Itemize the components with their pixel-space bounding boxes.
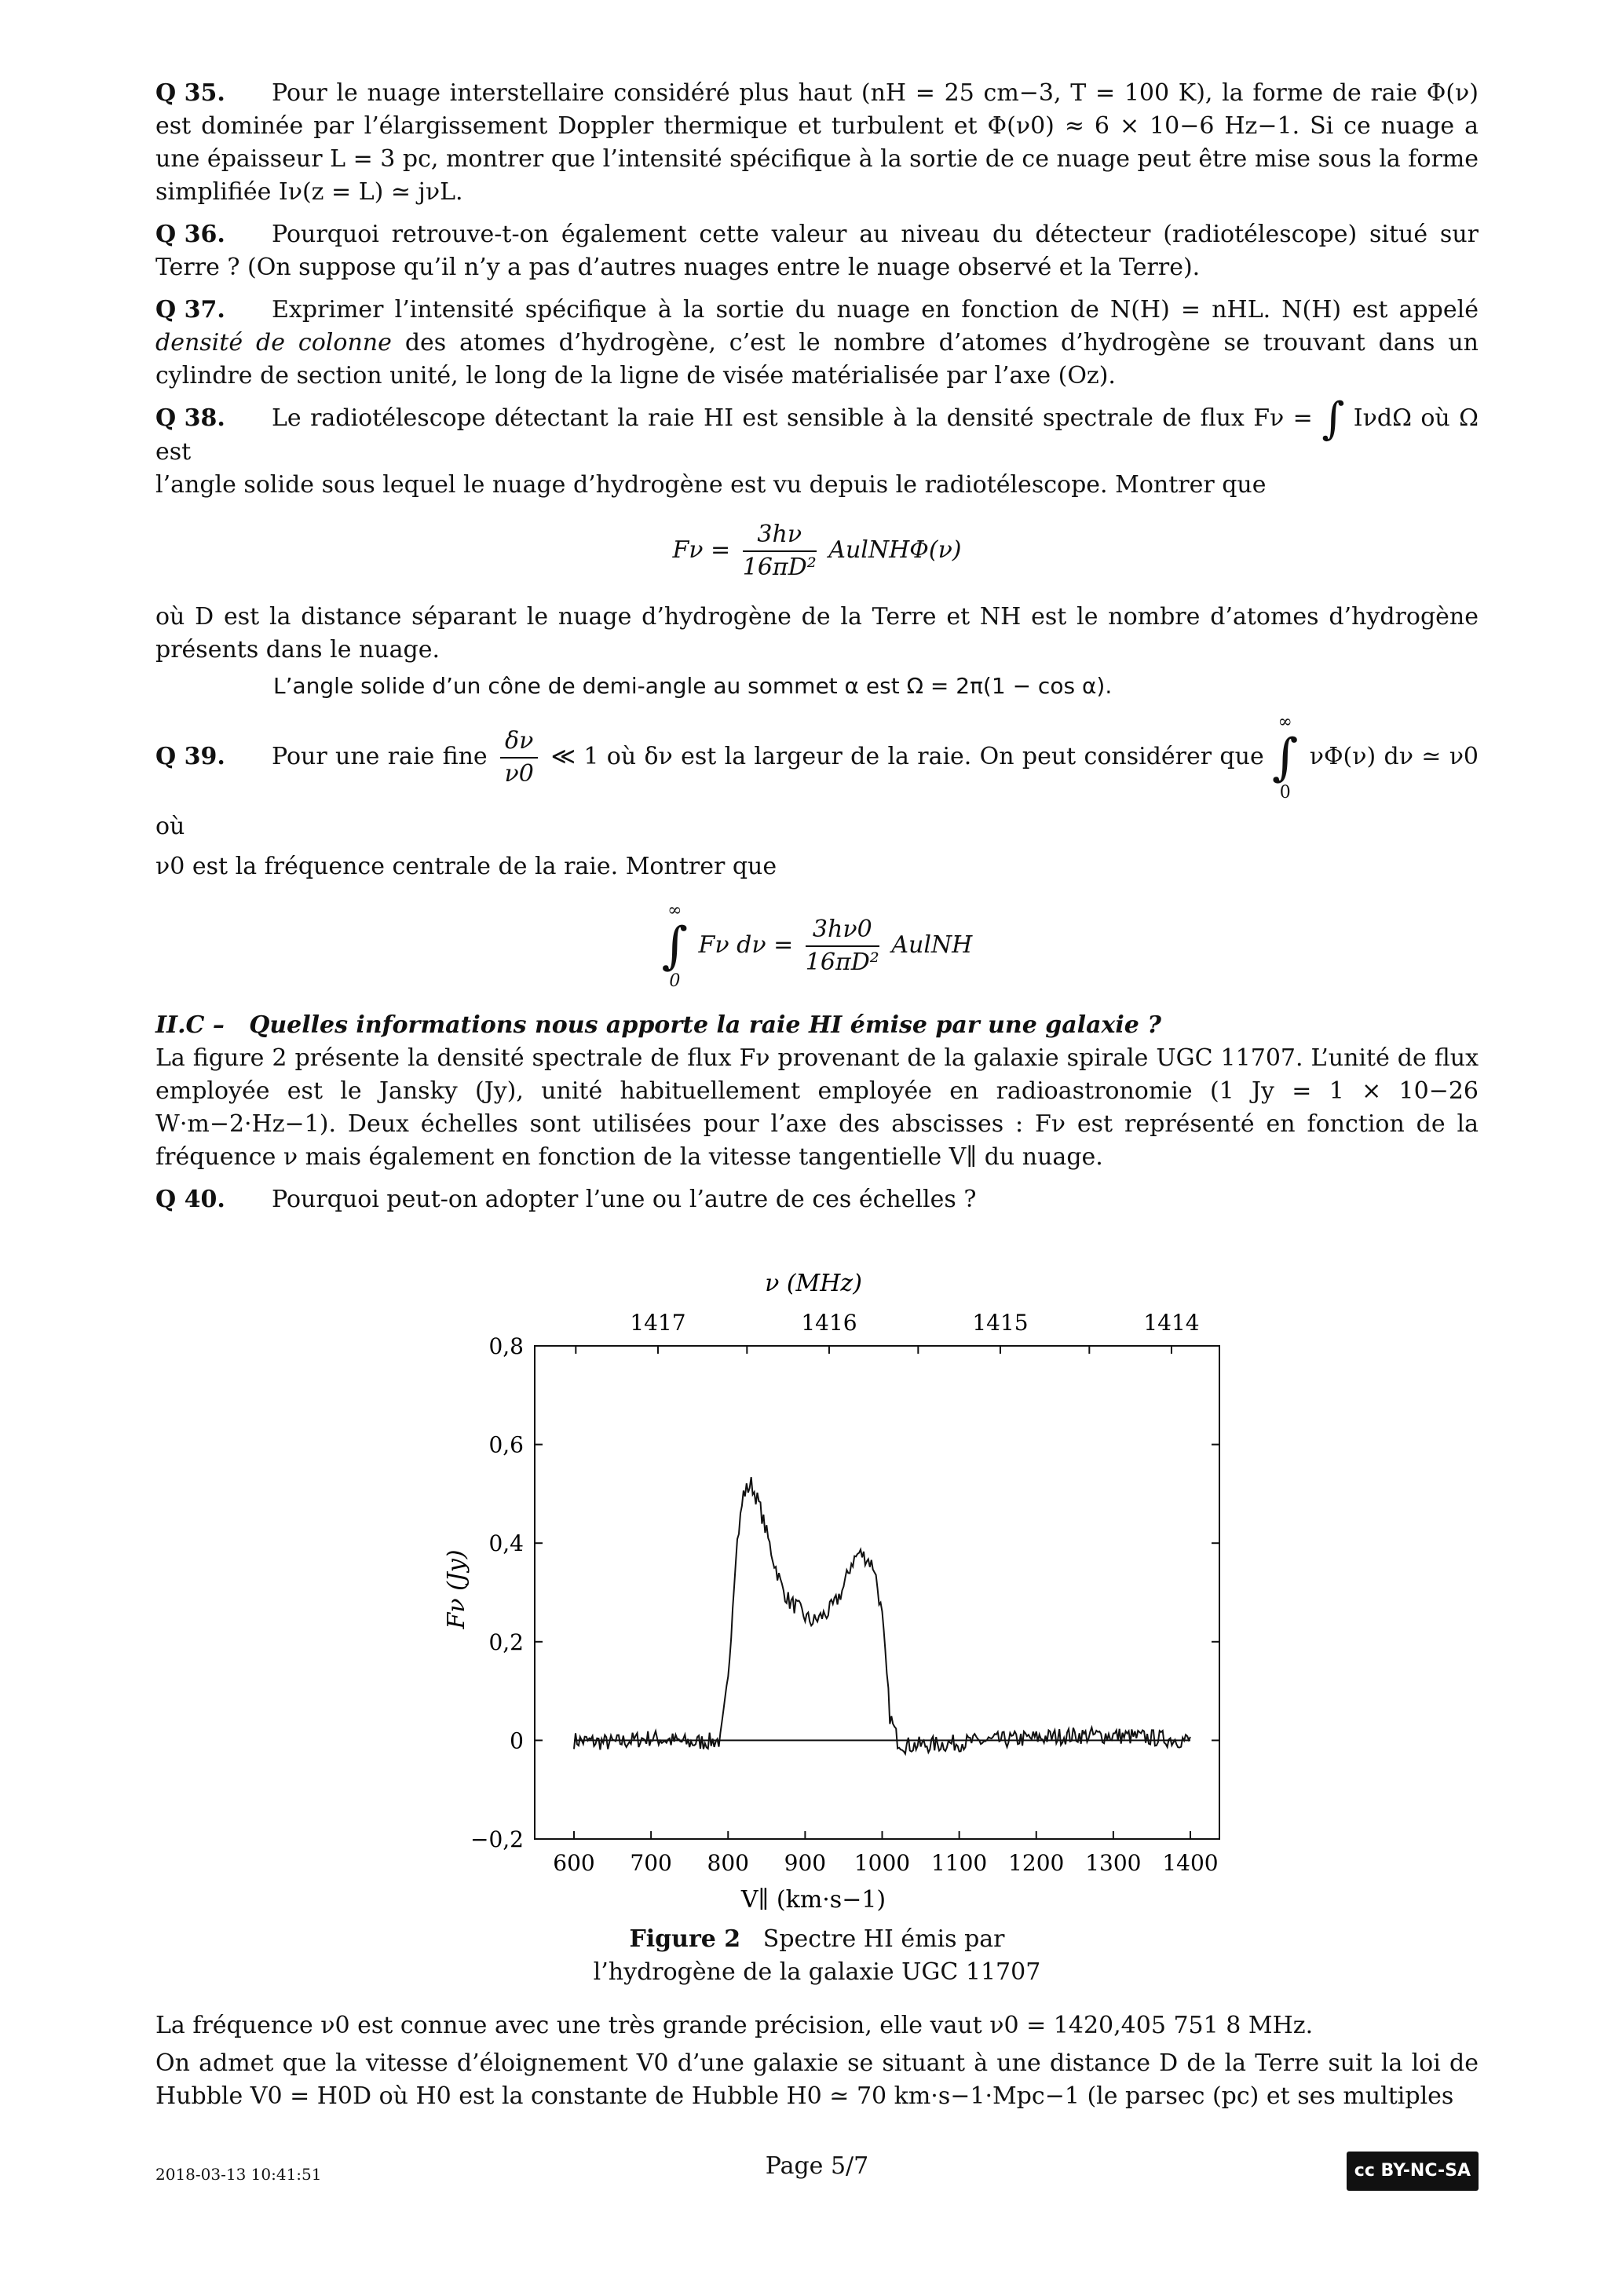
- y-tick-label: 0,2: [488, 1629, 524, 1655]
- page-number: Page 5/7: [765, 2152, 869, 2180]
- question-37: [155, 294, 1479, 393]
- question-number: Q 38.: [155, 404, 225, 432]
- integral-sign: ∫: [661, 917, 688, 975]
- question-text: Le radiotélescope détectant la raie HI est sensible à la densité spectrale de flux Fν =: [272, 404, 1313, 432]
- x-tick-label: 900: [784, 1850, 826, 1876]
- question-text-after: où D est la distance séparant le nuage d’hydrogène de la Terre et NH est le nombre d’atomes d’hydrogène présents dans le nuage.: [155, 603, 1479, 664]
- section-title: Quelles informations nous apporte la raie HI émise par une galaxie ?: [249, 1011, 1161, 1039]
- question-text-cont: l’angle solide sous lequel le nuage d’hydrogène est vu depuis le radiotélescope. Montrer que: [155, 471, 1267, 499]
- eq-right: AulNH: [891, 931, 973, 959]
- spectrum-line: [574, 1477, 1190, 1753]
- page-content: [155, 77, 1479, 2113]
- eq-numerator: 3hν: [743, 519, 817, 552]
- question-text: Pourquoi retrouve-t-on également cette valeur au niveau du détecteur (radiotélescope) situé sur Terre ? (On suppose qu’il n’y a pas d’autres nuages entre le nuage observé et la Terre).: [155, 221, 1479, 281]
- question-text: Pour le nuage interstellaire considéré plus haut (nH = 25 cm−3, T = 100 K), la forme de raie Φ(ν) est dominée par l’élargissement Doppler thermique et turbulent et Φ(ν0) ≈ 6 × 10−6 Hz−1. Si ce nuage a une épaisseur L = 3 pc, montrer que l’intensité spécifique à la sortie de ce nuage peut être mise sous la forme simplifiée Iν(z = L) ≃ jνL.: [155, 79, 1479, 206]
- x-axis-label: V∥ (km·s−1): [740, 1886, 886, 1914]
- top-tick-label: 1414: [1142, 1310, 1200, 1336]
- question-39: [155, 712, 1479, 992]
- top-tick-label: 1417: [629, 1310, 686, 1336]
- x-tick-label: 800: [707, 1850, 749, 1876]
- frac-denominator: ν0: [504, 760, 534, 788]
- term-emphasis: densité de colonne: [155, 329, 392, 356]
- figure-2: [155, 1240, 1479, 1989]
- integral-sign: ∫: [1321, 393, 1345, 444]
- question-text-int: IνdΩ où Ω est: [155, 404, 1479, 466]
- caption-label: Figure 2: [629, 1925, 741, 1953]
- plot-frame: [535, 1346, 1219, 1839]
- integral-upper: ∞: [667, 901, 682, 920]
- x-tick-label: 1400: [1161, 1850, 1219, 1876]
- y-tick-label: 0,6: [488, 1431, 524, 1458]
- question-number: Q 39.: [155, 743, 225, 770]
- eq-right: AulNHΦ(ν): [828, 536, 962, 564]
- top-tick-label: 1416: [800, 1310, 857, 1336]
- frac-numerator: δν: [500, 726, 538, 759]
- top-axis-label: ν (MHz): [764, 1270, 862, 1297]
- question-number: Q 37.: [155, 296, 225, 324]
- eq-left: Fν dν =: [698, 931, 794, 959]
- question-number: Q 36.: [155, 221, 225, 248]
- y-tick-label: 0,8: [488, 1333, 524, 1359]
- integral-bounds: [662, 901, 688, 992]
- eq-numerator: 3hν0: [806, 914, 879, 947]
- question-text-c: νΦ(ν) dν ≃ ν0 où: [155, 743, 1479, 840]
- license-badge: cc BY-NC-SA: [1347, 2152, 1479, 2191]
- y-tick-label: −0,2: [470, 1826, 524, 1852]
- question-text: Exprimer l’intensité spécifique à la sortie du nuage en fonction de N(H) = nHL. N(H) est appelé: [272, 296, 1479, 324]
- eq-fraction: [806, 914, 879, 978]
- question-text-cont: des atomes d’hydrogène, c’est le nombre d’atomes d’hydrogène se trouvant dans un cylindre de section unité, le long de la ligne de visée matérialisée par l’axe (Oz).: [155, 329, 1479, 389]
- question-text: Pour une raie fine: [272, 743, 488, 770]
- figure-caption: [155, 1923, 1479, 1989]
- question-38: [155, 393, 1479, 703]
- y-tick-label: 0: [509, 1727, 524, 1754]
- integral-lower: 0: [1279, 783, 1291, 803]
- timestamp: 2018-03-13 10:41:51: [155, 2165, 322, 2184]
- section-heading: [155, 1009, 1479, 1042]
- x-tick-label: 1300: [1084, 1850, 1142, 1876]
- fraction-dnu: [500, 726, 538, 790]
- hint-text: L’angle solide d’un cône de demi-angle au sommet α est Ω = 2π(1 − cos α).: [273, 673, 1113, 699]
- paragraph-nu0: La fréquence ν0 est connue avec une très grande précision, elle vaut ν0 = 1420,405 751 8 MHz.: [155, 2012, 1314, 2039]
- eq-left: Fν =: [672, 536, 731, 564]
- x-tick-label: 600: [552, 1850, 595, 1876]
- integral-upper: ∞: [1278, 712, 1292, 732]
- integral-lower: 0: [669, 971, 681, 991]
- paragraph-hubble: On admet que la vitesse d’éloignement V0 d’une galaxie se situant à une distance D de la Terre suit la loi de Hubble V0 = H0D où H0 est la constante de Hubble H0 ≃ 70 km·s−1·Mpc−1 (le parsec (pc) et ses multiples: [155, 2049, 1479, 2110]
- y-tick-label: 0,4: [488, 1530, 524, 1557]
- section-label: II.C –: [155, 1011, 225, 1039]
- question-text: Pourquoi peut-on adopter l’une ou l’autre de ces échelles ?: [272, 1186, 977, 1213]
- x-tick-label: 1100: [930, 1850, 987, 1876]
- caption-text: Spectre HI émis par: [762, 1925, 1005, 1953]
- page-footer: [155, 2150, 1479, 2189]
- caption-line2: l’hydrogène de la galaxie UGC 11707: [593, 1958, 1041, 1986]
- y-axis-label: Fν (Jy): [442, 1549, 470, 1629]
- question-number: Q 35.: [155, 79, 225, 107]
- question-35: [155, 77, 1479, 209]
- section-intro: La figure 2 présente la densité spectrale de flux Fν provenant de la galaxie spirale UGC 11707. L’unité de flux employée est le Jansky (Jy), unité habituellement employée en radioastronomie (1 Jy = 1 × 10−26 W·m−2·Hz−1). Deux échelles sont utilisées pour l’axe des abscisses : Fν est représenté en fonction de la fréquence ν mais également en fonction de la vitesse tangentielle V∥ du nuage.: [155, 1044, 1479, 1171]
- x-tick-label: 1000: [854, 1850, 910, 1876]
- integral-sign: ∫: [1272, 729, 1299, 787]
- eq-denominator: 16πD²: [805, 949, 879, 976]
- question-36: [155, 218, 1479, 284]
- axes-group: [470, 1310, 1219, 1876]
- equation-integral-flux: [155, 901, 1479, 992]
- question-number: Q 40.: [155, 1186, 225, 1213]
- question-text-b: ≪ 1 où δν est la largeur de la raie. On peut considérer que: [550, 743, 1264, 770]
- eq-fraction: [743, 519, 817, 583]
- eq-denominator: 16πD²: [742, 554, 817, 581]
- integral-bounds: [1272, 712, 1298, 803]
- x-tick-label: 1200: [1007, 1850, 1064, 1876]
- top-tick-label: 1415: [971, 1310, 1029, 1336]
- x-tick-label: 700: [629, 1850, 672, 1876]
- hi-spectrum-chart: [425, 1240, 1219, 1915]
- question-text-d: ν0 est la fréquence centrale de la raie. Montrer que: [155, 853, 777, 880]
- equation-flux: [155, 519, 1479, 583]
- question-40: [155, 1183, 1479, 1216]
